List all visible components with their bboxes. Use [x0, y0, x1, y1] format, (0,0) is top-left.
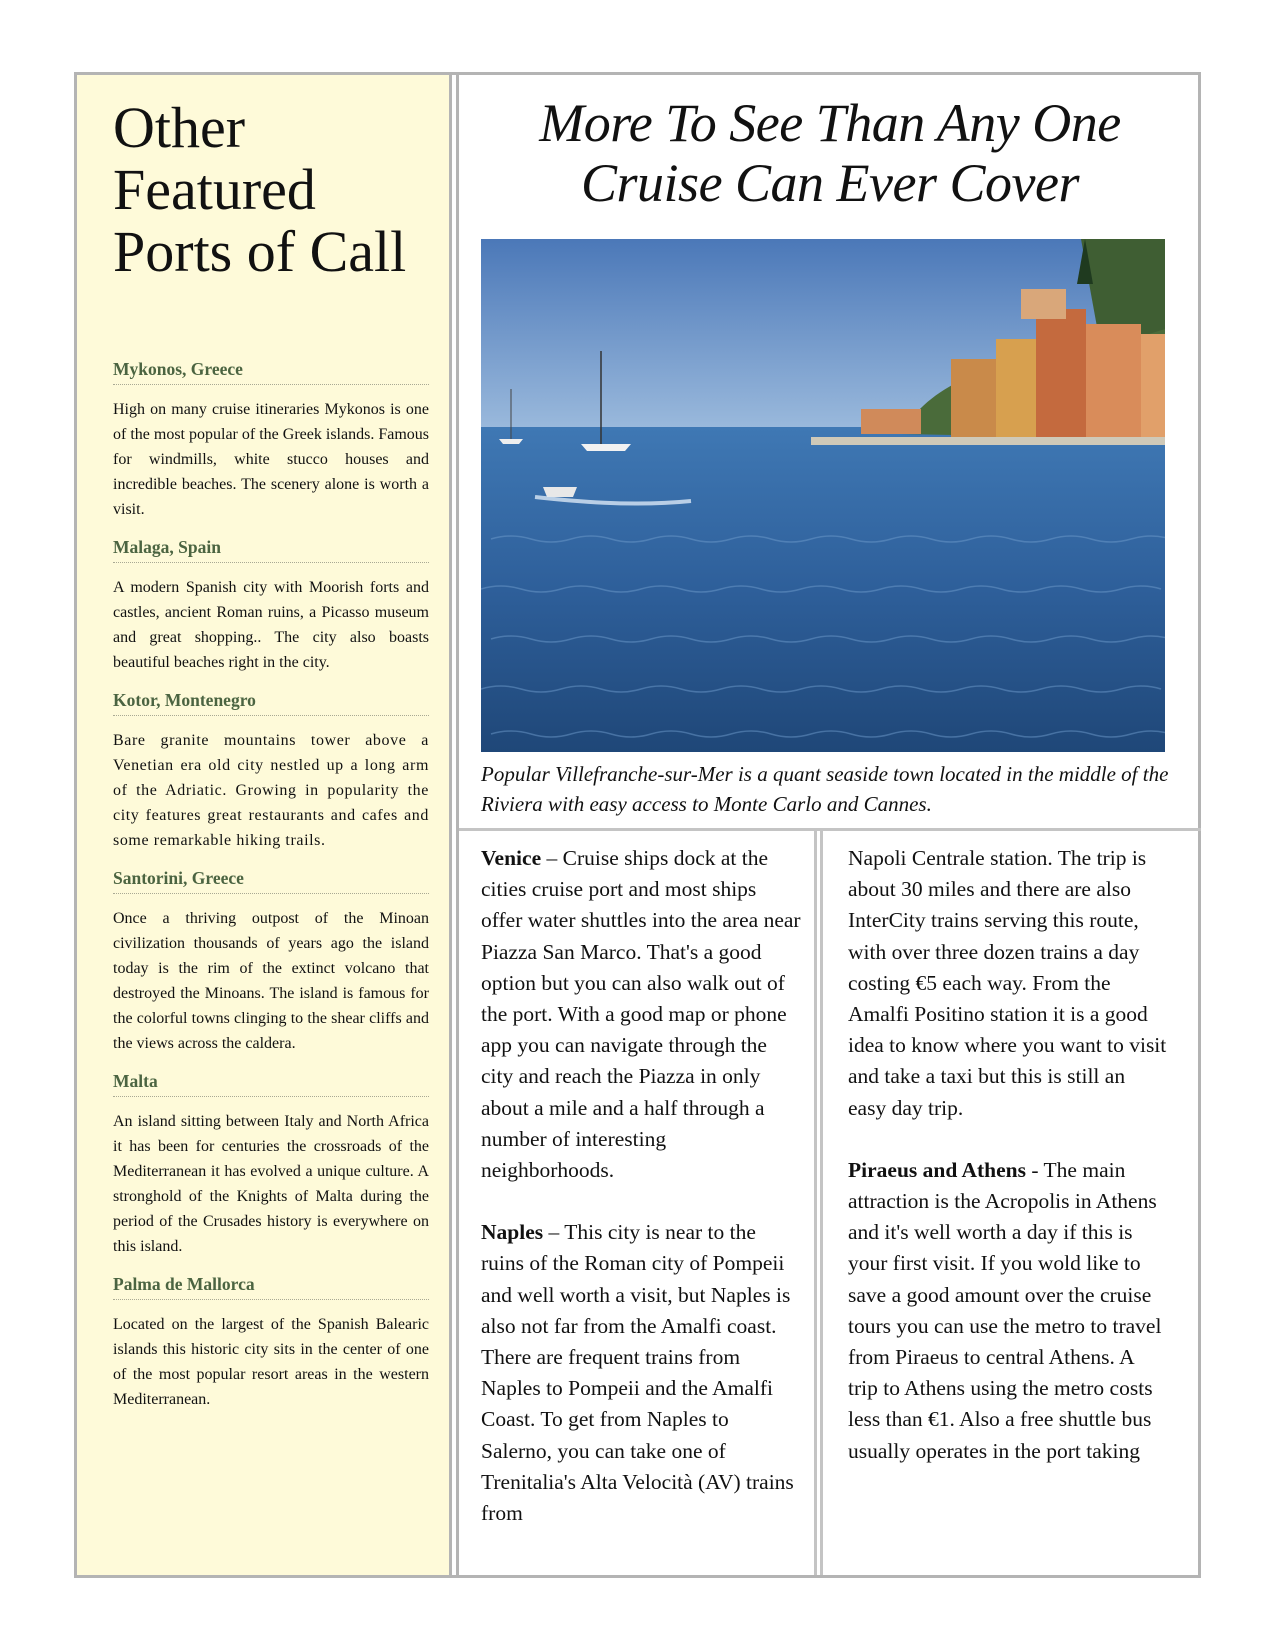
sea — [481, 427, 1165, 752]
article-naples — [481, 1217, 801, 1529]
main-title-line2: Cruise Can Ever Cover — [581, 153, 1079, 213]
separator: – — [541, 846, 563, 870]
port-description: Located on the largest of the Spanish Balearic islands this historic city sits in the center of one of the most popular resort areas in the western Mediterranean. — [113, 1316, 429, 1408]
port-name: Mykonos, Greece — [113, 358, 429, 385]
separator: - — [1026, 1157, 1044, 1182]
port-name: Santorini, Greece — [113, 867, 429, 894]
building — [1086, 324, 1141, 439]
port-item — [113, 689, 429, 853]
article-column-left — [481, 843, 801, 1560]
port-item — [113, 1070, 429, 1259]
article-heading: Piraeus and Athens — [848, 1157, 1027, 1182]
port-description: An island sitting between Italy and North Africa it has been for centuries the crossroads of the Mediterranean it has evolved a unique culture. A stronghold of the Knights of Malta during the period of the Crusades history is everywhere on this island. — [113, 1113, 429, 1255]
building — [951, 359, 996, 439]
article-text: This city is near to the ruins of the Roman city of Pompeii and well worth a visit, but Naples is also not far from the Amalfi coast. There are frequent trains from Naples to Pompeii and the Amalfi Coast. To get from Naples to Salerno, you can take one of Trenitalia's Alta Velocità (AV) trains from — [481, 1220, 794, 1526]
article-text: The main attraction is the Acropolis in Athens and it's well worth a day if this is your first visit. If you wold like to save a good amount over the cruise tours you can use the metro to travel from Piraeus to central Athens. A trip to Athens using the metro costs less than €1. Also a free shuttle bus usually operates in the port taking — [848, 1157, 1162, 1463]
main-content — [456, 75, 1198, 1575]
main-title-line1: More To See Than Any One — [539, 93, 1121, 153]
article-column-right — [848, 843, 1168, 1498]
article-heading: Naples — [481, 1220, 544, 1245]
port-description: A modern Spanish city with Moorish forts and castles, ancient Roman ruins, a Picasso museum and great shopping.. The city also boasts beautiful beaches right in the city. — [113, 579, 429, 671]
quay — [811, 437, 1165, 445]
building — [1141, 334, 1165, 439]
port-description: Once a thriving outpost of the Minoan civilization thousands of years ago the island today is the rim of the extinct volcano that destroyed the Minoans. The island is famous for the colorful towns clinging to the shear cliffs and the views across the caldera. — [113, 910, 429, 1052]
port-item — [113, 358, 429, 522]
column-divider — [814, 831, 817, 1575]
port-list — [113, 358, 429, 1426]
article-text: Napoli Centrale station. The trip is about 30 miles and there are also InterCity trains serving this route, with over three dozen trains a day costing €5 each way. From the Amalfi Positino station it is a good idea to know where you want to visit and take a taxi but this is still an easy day trip. — [848, 846, 1167, 1120]
port-description: High on many cruise itineraries Mykonos is one of the most popular of the Greek islands. Famous for windmills, white stucco houses and incredible beaches. The scenery alone is worth a visit. — [113, 401, 429, 518]
separator: – — [543, 1220, 565, 1245]
port-item — [113, 1273, 429, 1412]
port-item — [113, 536, 429, 675]
sidebar-title: Other Featured Ports of Call — [113, 95, 407, 284]
column-divider — [820, 831, 823, 1575]
article-text: Cruise ships dock at the cities cruise port and most ships offer water shuttles into the area near Piazza San Marco. That's a good option but you can also walk out of the port. With a good map or phone app you can navigate through the city and reach the Piazza in only about a mile and a half through a number of interesting neighborhoods. — [481, 846, 801, 1183]
port-name: Palma de Mallorca — [113, 1273, 429, 1300]
harbor-photo-illustration — [481, 239, 1165, 752]
building — [861, 409, 921, 434]
main-title — [459, 93, 1201, 213]
sidebar — [77, 75, 452, 1575]
port-description: Bare granite mountains tower above a Venetian era old city nestled up a long arm of the Adriatic. Growing in popularity the city features great restaurants and cafes and some remarkable hiking trails. — [113, 732, 429, 849]
article-naples-continued — [848, 843, 1168, 1124]
port-name: Malta — [113, 1070, 429, 1097]
port-item — [113, 867, 429, 1056]
section-divider — [459, 828, 1201, 831]
harbor-photo — [481, 239, 1165, 752]
port-name: Kotor, Montenegro — [113, 689, 429, 716]
port-name: Malaga, Spain — [113, 536, 429, 563]
article-heading: Venice — [481, 846, 542, 870]
article-piraeus — [848, 1155, 1168, 1467]
article-venice — [481, 843, 801, 1186]
building — [996, 339, 1036, 439]
building — [1036, 309, 1086, 439]
photo-caption: Popular Villefranche-sur-Mer is a quant seaside town located in the middle of the Riviera with easy access to Monte Carlo and Cannes. — [481, 762, 1169, 816]
building — [1021, 289, 1066, 319]
